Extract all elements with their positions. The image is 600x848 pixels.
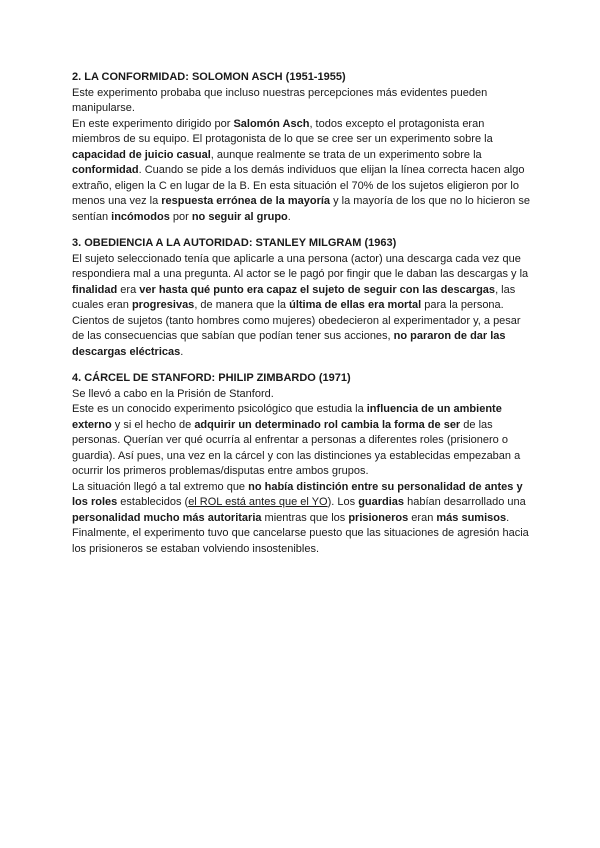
text-run: , de manera que la (194, 299, 290, 311)
bold-text: incómodos (111, 210, 170, 223)
bold-text: capacidad de juicio casual (72, 148, 211, 161)
bold-text: última de ellas era mortal (289, 299, 422, 311)
text-run: era (117, 283, 140, 296)
text-run: de las personas. Querían ver qué ocurría al enfrentar a personas a diferentes roles (prisionero o guardia). Así pues, una vez en la cárcel y con las distinciones ya establecidas empezaban a ocurrir los primeros problemas/disputas entre ambos grupos. (72, 418, 521, 477)
bold-text: conformidad (72, 164, 139, 176)
paragraph (72, 387, 534, 403)
text-run: por (169, 210, 192, 223)
section-carcel-stanford (72, 371, 534, 557)
bold-text: no pararon de dar las descargas eléctricas (72, 330, 506, 358)
text-run: Este es un conocido experimento psicológico que estudia la (72, 403, 367, 415)
text-run: La situación llegó a tal extremo que (72, 480, 249, 493)
bold-text: Salomón Asch (233, 117, 310, 130)
text-run: Se llevó a cabo en la Prisión de Stanford. (72, 387, 274, 400)
paragraph (72, 86, 534, 117)
bold-text: respuesta errónea de la mayoría (161, 195, 331, 207)
text-run: . Cuando se pide a los demás individuos que elijan la línea correcta hacen algo extraño, eligen la C en lugar de la B. En esta situación el 70% de los sujetos eligieron por lo menos una vez la (72, 164, 525, 207)
text-run: ). Los (327, 496, 359, 508)
bold-text: guardias (358, 496, 405, 508)
text-run: eran (408, 511, 437, 524)
text-run: y la mayoría de los que no lo hicieron se sentían (72, 195, 530, 223)
bold-text: ver hasta qué punto era capaz el sujeto de seguir con las descargas (139, 283, 496, 296)
text-run: Finalmente, el experimento tuvo que cancelarse puesto que las situaciones de agresión hacia los prisioneros se estaban volviendo insostenibles. (72, 527, 529, 555)
section-heading: 3. OBEDIENCIA A LA AUTORIDAD: STANLEY MILGRAM (1963) (72, 237, 397, 249)
section-obediencia (72, 236, 534, 360)
text-run: mientras que los (261, 511, 349, 524)
text-run: y si el hecho de (111, 418, 195, 431)
bold-text: no había distinción entre su personalidad de antes y los roles (72, 480, 523, 508)
paragraph (72, 402, 534, 480)
text-run: En este experimento dirigido por (72, 117, 234, 130)
bold-text: personalidad mucho más autoritaria (72, 511, 262, 524)
bold-text: progresivas (131, 299, 195, 311)
section-conformidad (72, 70, 534, 225)
underlined-text: el ROL está antes que el YO (188, 496, 328, 508)
text-run: establecidos ( (117, 496, 189, 508)
text-run: , aunque realmente se trata de un experimento sobre la (210, 148, 482, 161)
paragraph (72, 480, 534, 527)
text-run: habían desarrollado una (404, 496, 526, 508)
text-run: . (506, 511, 510, 524)
bold-text: finalidad (72, 283, 118, 296)
paragraph (72, 526, 534, 557)
document-page (72, 70, 534, 568)
section-heading: 4. CÁRCEL DE STANFORD: PHILIP ZIMBARDO (1971) (72, 372, 351, 384)
text-run: Este experimento probaba que incluso nuestras percepciones más evidentes pueden manipularse. (72, 86, 488, 114)
bold-text: prisioneros (348, 511, 409, 524)
bold-text: adquirir un determinado rol cambia la forma de ser (194, 418, 461, 431)
text-run: . (180, 345, 184, 358)
text-run: para la persona. Cientos de sujetos (tanto hombres como mujeres) obedecieron al experimentador y, a pesar de las consecuencias que sabían que podían tener sus acciones, (72, 299, 521, 342)
text-run: El sujeto seleccionado tenía que aplicarle a una persona (actor) una descarga cada vez que respondiera mal a una pregunta. Al actor se le pagó por fingir que le daban las descargas y la (72, 252, 529, 280)
paragraph (72, 252, 534, 361)
bold-text: más sumisos (436, 511, 507, 524)
section-heading: 2. LA CONFORMIDAD: SOLOMON ASCH (1951-1955) (72, 71, 346, 83)
paragraph (72, 117, 534, 226)
text-run: , las cuales eran (72, 283, 516, 311)
text-run: , todos excepto el protagonista eran miembros de su equipo. El protagonista de lo que se cree ser un experimento sobre la (72, 117, 493, 145)
text-run: . (287, 210, 291, 223)
bold-text: no seguir al grupo (191, 210, 288, 223)
bold-text: influencia de un ambiente externo (72, 403, 502, 431)
